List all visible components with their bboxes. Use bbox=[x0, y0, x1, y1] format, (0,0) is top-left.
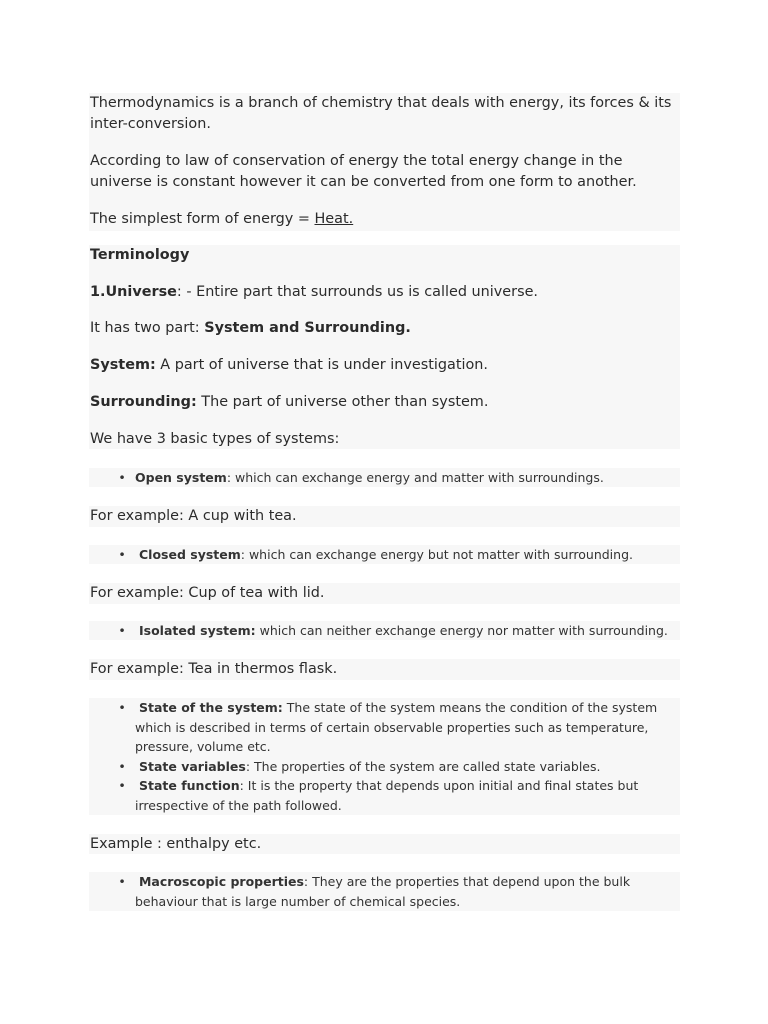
universe-text: : - Entire part that surrounds us is called universe. bbox=[176, 284, 538, 300]
system-definition bbox=[90, 355, 680, 376]
system-types-text: We have 3 basic types of systems: bbox=[90, 431, 340, 447]
two-part-bold: System and Surrounding. bbox=[204, 320, 411, 336]
universe-definition bbox=[90, 282, 680, 303]
isolated-system-term: Isolated system: bbox=[138, 623, 256, 638]
state-function-text: : It is the property that depends upon initial and final states but irrespective of the path followed. bbox=[135, 778, 639, 813]
intro-paragraph-2 bbox=[90, 151, 680, 193]
macroscopic-text: : They are the properties that depend upon the bulk behaviour that is large number of chemical species. bbox=[135, 874, 631, 909]
intro-text-2: According to law of conservation of energy the total energy change in the universe is constant however it can be converted from one form to another. bbox=[90, 153, 637, 190]
isolated-system-text: which can neither exchange energy nor matter with surrounding. bbox=[255, 623, 668, 638]
surrounding-text: The part of universe other than system. bbox=[196, 394, 489, 410]
open-system-term: Open system bbox=[135, 470, 227, 485]
enthalpy-example bbox=[90, 834, 680, 855]
universe-term: 1.Universe bbox=[90, 284, 177, 300]
list-item-state-of-system bbox=[112, 698, 680, 757]
bullet-icon: • bbox=[118, 700, 126, 715]
open-system-text: : which can exchange energy and matter with surroundings. bbox=[226, 470, 604, 485]
intro-paragraph-1 bbox=[90, 93, 680, 135]
bullet-icon: • bbox=[118, 623, 126, 638]
closed-example-text: For example: Cup of tea with lid. bbox=[90, 585, 325, 601]
heat-link[interactable]: Heat. bbox=[314, 211, 354, 227]
open-system-example bbox=[90, 506, 680, 527]
bullet-icon: • bbox=[118, 874, 126, 889]
list-item-isolated-system bbox=[112, 621, 680, 641]
bullet-icon: • bbox=[118, 470, 126, 485]
enthalpy-example-text: Example : enthalpy etc. bbox=[90, 836, 262, 852]
bullet-icon: • bbox=[118, 778, 126, 793]
list-item-macroscopic-properties bbox=[112, 872, 680, 911]
closed-system-example bbox=[90, 583, 680, 604]
surrounding-definition bbox=[90, 392, 680, 413]
terminology-heading-text: Terminology bbox=[90, 247, 190, 263]
list-item-closed-system bbox=[112, 545, 680, 565]
bullet-icon: • bbox=[118, 547, 126, 562]
two-part-line bbox=[90, 318, 680, 339]
system-term: System: bbox=[90, 357, 156, 373]
intro-text-1: Thermodynamics is a branch of chemistry that deals with energy, its forces & its inter-conversion. bbox=[90, 95, 672, 132]
state-variables-text: : The properties of the system are called state variables. bbox=[245, 759, 601, 774]
closed-system-text: : which can exchange energy but not matter with surrounding. bbox=[240, 547, 633, 562]
list-item-state-function bbox=[112, 776, 680, 815]
terminology-heading bbox=[90, 245, 680, 266]
terminology-block bbox=[89, 245, 680, 449]
state-of-system-term: State of the system: bbox=[138, 700, 283, 715]
intro-paragraph-3 bbox=[90, 209, 680, 230]
open-example-text: For example: A cup with tea. bbox=[90, 508, 297, 524]
state-variables-term: State variables bbox=[138, 759, 246, 774]
list-item-open-system bbox=[112, 468, 680, 488]
isolated-system-example bbox=[90, 659, 680, 680]
list-item-state-variables bbox=[112, 757, 680, 777]
system-types-intro bbox=[90, 429, 680, 450]
state-of-system-text: The state of the system means the condition of the system which is described in terms of certain observable properties such as temperature, pressure, volume etc. bbox=[135, 700, 658, 754]
isolated-example-text: For example: Tea in thermos flask. bbox=[90, 661, 338, 677]
macroscopic-term: Macroscopic properties bbox=[138, 874, 304, 889]
closed-system-term: Closed system bbox=[138, 547, 241, 562]
state-function-term: State function bbox=[138, 778, 240, 793]
simplest-energy-label: The simplest form of energy = bbox=[90, 211, 315, 227]
two-part-prefix: It has two part: bbox=[90, 320, 205, 336]
bullet-icon: • bbox=[118, 759, 126, 774]
surrounding-term: Surrounding: bbox=[90, 394, 197, 410]
system-text: A part of universe that is under investigation. bbox=[155, 357, 488, 373]
